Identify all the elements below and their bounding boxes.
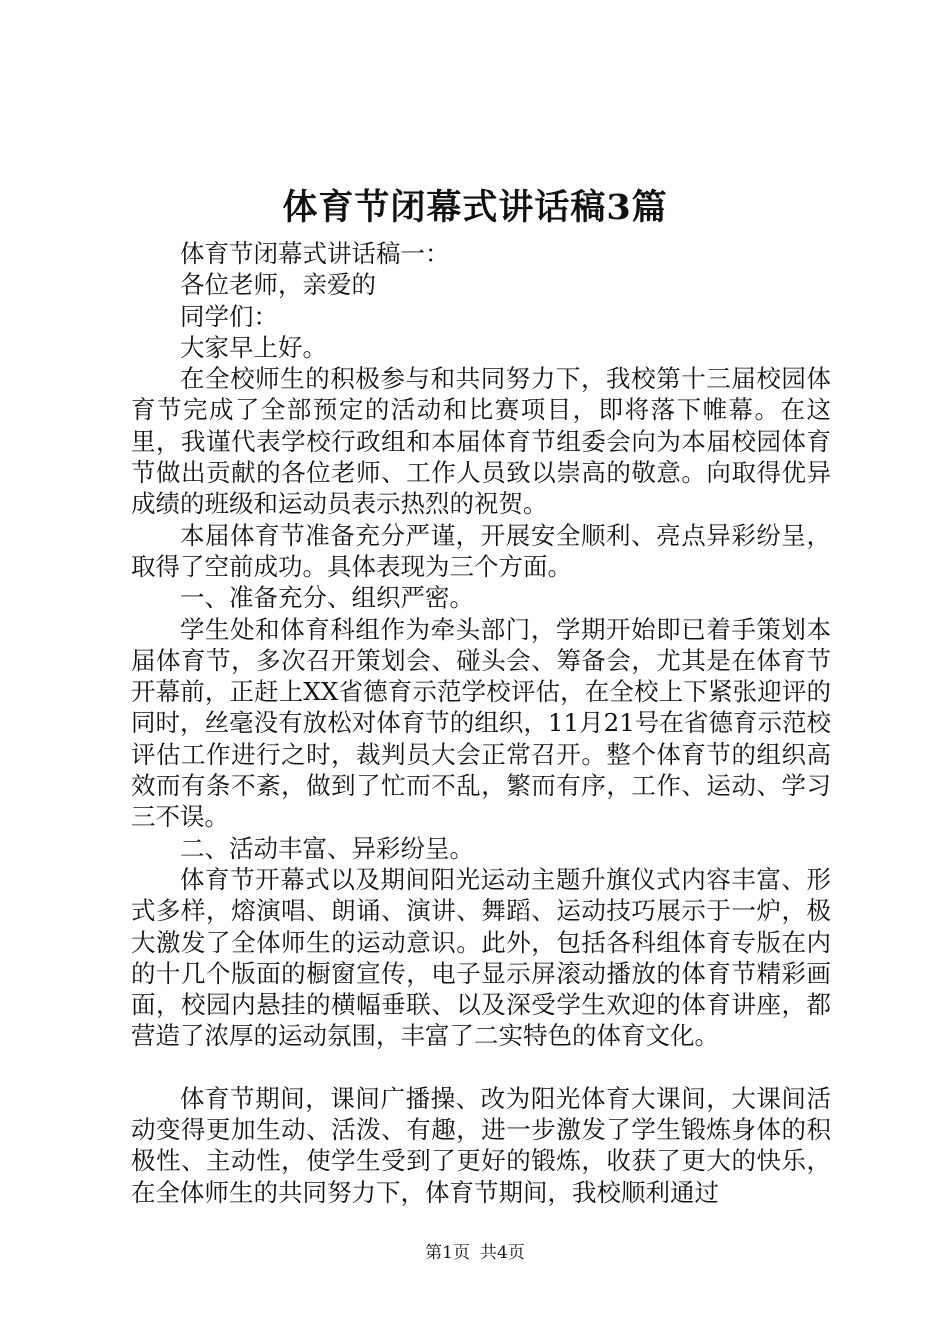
page-number: 第1页 — [425, 1243, 470, 1263]
paragraph: 同学们： — [180, 301, 278, 331]
section-heading: 一、准备充分、组织严密。 — [180, 583, 474, 613]
document-body — [131, 238, 831, 1208]
paragraph: 在全校师生的积极参与和共同努力下，我校第十三届校园体育节完成了全部预定的活动和比赛项目，即将落下帷幕。在这里，我谨代表学校行政组和本届体育节组委会向为本届校园体育节做出贡献的各位老师、工作人员致以崇高的敬意。向取得优异成绩的班级和运动员表示热烈的祝贺。 — [131, 364, 831, 519]
page-total: 共4页 — [480, 1243, 525, 1263]
section-heading: 二、活动丰富、异彩纷呈。 — [180, 833, 474, 863]
paragraph: 各位老师，亲爱的 — [180, 270, 376, 300]
page-footer — [0, 1238, 950, 1268]
paragraph: 体育节开幕式以及期间阳光运动主题升旗仪式内容丰富、形式多样，熔演唱、朗诵、演讲、舞蹈、运动技巧展示于一炉，极大激发了全体师生的运动意识。此外，包括各科组体育专版在内的十几个版面的橱窗宣传，电子显示屏滚动播放的体育节精彩画面，校园内悬挂的横幅垂联、以及深受学生欢迎的体育讲座，都营造了浓厚的运动氛围，丰富了二实特色的体育文化。 — [131, 864, 831, 1051]
paragraph: 体育节期间，课间广播操、改为阳光体育大课间，大课间活动变得更加生动、活泼、有趣，进一步激发了学生锻炼身体的积极性、主动性，使学生受到了更好的锻炼，收获了更大的快乐，在全体师生的共同努力下，体育节期间，我校顺利通过 — [131, 1083, 831, 1207]
paragraph: 体育节闭幕式讲话稿一： — [180, 239, 450, 268]
document-title: 体育节闭幕式讲话稿3篇 — [282, 187, 668, 228]
paragraph: 大家早上好。 — [180, 332, 327, 362]
paragraph: 本届体育节准备充分严谨，开展安全顺利、亮点异彩纷呈，取得了空前成功。具体表现为三个方面。 — [131, 520, 831, 581]
paragraph: 学生处和体育科组作为牵头部门，学期开始即已着手策划本届体育节，多次召开策划会、碰头会、筹备会，尤其是在体育节开幕前，正赶上XX省德育示范学校评估，在全校上下紧张迎评的同时，丝毫没有放松对体育节的组织，11月21号在省德育示范校评估工作进行之时，裁判员大会正常召开。整个体育节的组织高效而有条不紊，做到了忙而不乱，繁而有序，工作、运动、学习三不误。 — [131, 614, 831, 832]
